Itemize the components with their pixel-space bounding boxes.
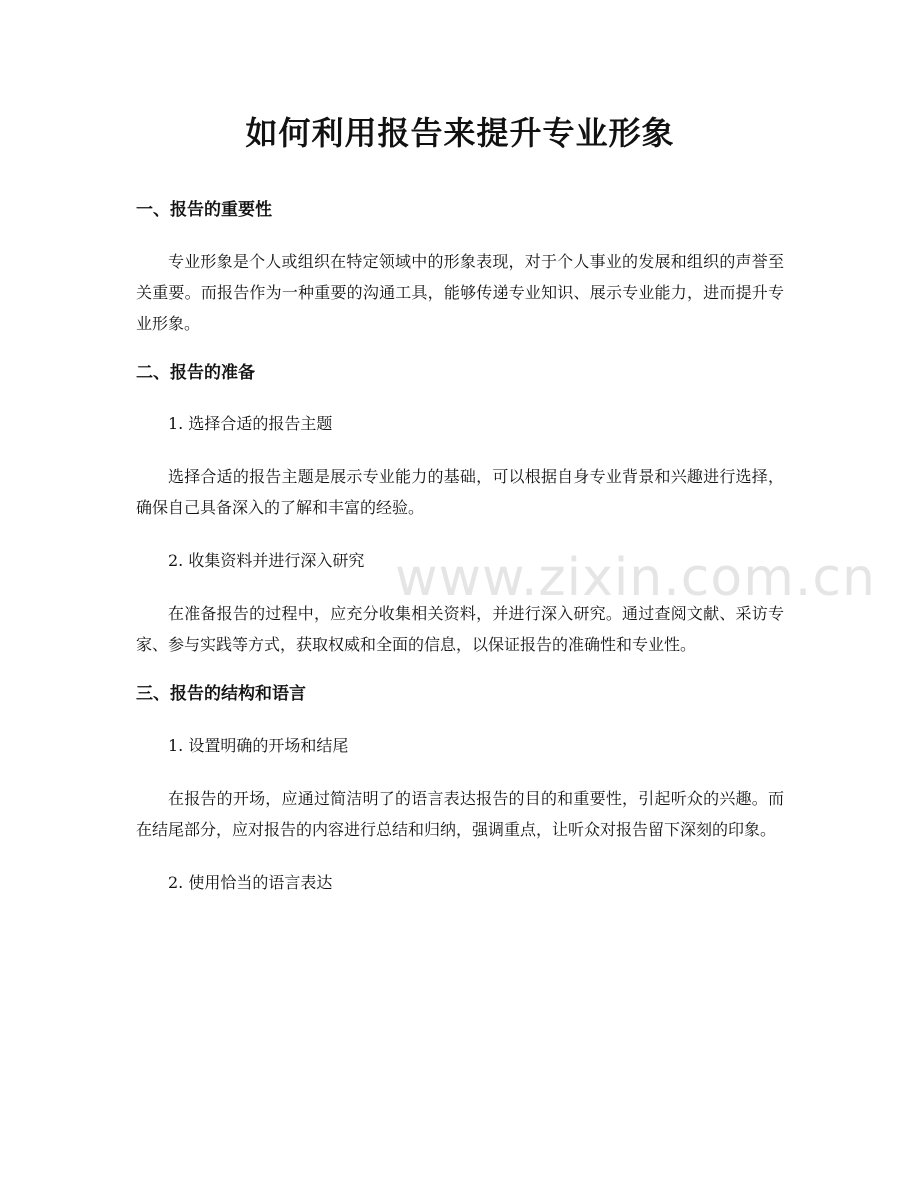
section-3-subheading-2: 2. 使用恰当的语言表达 [168,872,333,892]
section-1-paragraph: 专业形象是个人或组织在特定领域中的形象表现，对于个人事业的发展和组织的声誉至关重要。而报告作为一种重要的沟通工具，能够传递专业知识、展示专业能力，进而提升专业形象。 [136,251,784,333]
page-title: 如何利用报告来提升专业形象 [245,114,675,152]
watermark-text: www.zixin.com.cn [395,548,876,608]
section-heading-1: 一、报告的重要性 [136,200,272,220]
section-heading-3: 三、报告的结构和语言 [136,684,306,704]
section-2-paragraph-2: 在准备报告的过程中，应充分收集相关资料，并进行深入研究。通过查阅文献、采访专家、参与实践等方式，获取权威和全面的信息，以保证报告的准确性和专业性。 [136,604,784,654]
section-2-subheading-1: 1. 选择合适的报告主题 [168,414,333,433]
section-3-subheading-1: 1. 设置明确的开场和结尾 [168,735,349,755]
section-3-paragraph-1: 在报告的开场，应通过简洁明了的语言表达报告的目的和重要性，引起听众的兴趣。而在结尾部分，应对报告的内容进行总结和归纳，强调重点，让听众对报告留下深刻的印象。 [136,788,784,839]
section-heading-2: 二、报告的准备 [136,362,255,383]
section-2-subheading-2: 2. 收集资料并进行深入研究 [168,551,365,570]
section-2-paragraph-1: 选择合适的报告主题是展示专业能力的基础，可以根据自身专业背景和兴趣进行选择，确保自己具备深入的了解和丰富的经验。 [136,467,784,517]
